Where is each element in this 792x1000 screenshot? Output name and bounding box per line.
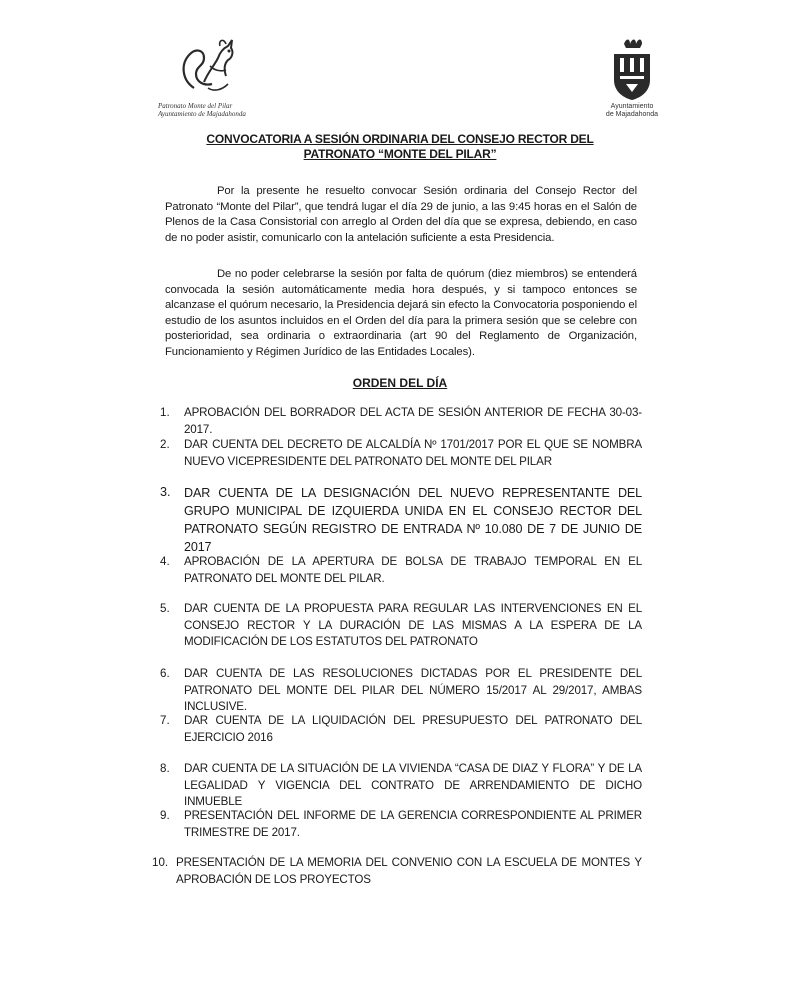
- agenda-item-text: APROBACIÓN DEL BORRADOR DEL ACTA DE SESIÓN ANTERIOR DE FECHA 30-03-2017.: [184, 406, 642, 436]
- agenda-item-number: 2.: [160, 438, 170, 451]
- agenda-item-text: DAR CUENTA DE LA DESIGNACIÓN DEL NUEVO REPRESENTANTE DEL GRUPO MUNICIPAL DE IZQUIERDA UNIDA EN EL CONSEJO RECTOR DEL PATRONATO SEGÚN REGISTRO DE ENTRADA Nº 10.080 DE 7 DE JUNIO DE 2017: [184, 486, 642, 554]
- agenda-item-number: 4.: [160, 555, 170, 568]
- agenda-item-text: PRESENTACIÓN DE LA MEMORIA DEL CONVENIO CON LA ESCUELA DE MONTES Y APROBACIÓN DE LOS PROYECTOS: [176, 856, 642, 886]
- agenda-item-number: 5.: [160, 602, 170, 615]
- patronato-logo: [158, 36, 268, 124]
- agenda-item-number: 9.: [160, 809, 170, 822]
- agenda-item-text: DAR CUENTA DEL DECRETO DE ALCALDÍA Nº 1701/2017 POR EL QUE SE NOMBRA NUEVO VICEPRESIDENTE DEL PATRONATO DEL MONTE DEL PILAR: [184, 438, 642, 468]
- agenda-heading: ORDEN DEL DÍA: [352, 376, 448, 390]
- agenda-item-number: 7.: [160, 714, 170, 727]
- patronato-caption-line2: Ayuntamiento de Majadahonda: [158, 110, 246, 118]
- agenda-item-number: 10.: [152, 856, 169, 869]
- ayuntamiento-shield-icon: [602, 36, 662, 102]
- convocation-paragraph: Por la presente he resuelto convocar Sesión ordinaria del Consejo Rector del Patronato “Monte del Pilar”, que tendrá lugar el día 29 de junio, a las 9:45 horas en el Salón de Plenos de la Casa Consistorial con arreglo al Orden del día que se expresa, debiendo, en caso de no poder asistir, comunicarlo con la antelación suficiente a esta Presidencia.: [165, 185, 637, 244]
- ayuntamiento-caption-line1: Ayuntamiento: [610, 103, 654, 110]
- ayuntamiento-caption-line2: de Majadahonda: [605, 111, 659, 118]
- agenda-item-number: 1.: [160, 406, 170, 419]
- agenda-item-number: 8.: [160, 762, 170, 775]
- ayuntamiento-logo: [592, 36, 672, 126]
- quorum-paragraph: De no poder celebrarse la sesión por falta de quórum (diez miembros) se entenderá convocada la sesión automáticamente media hora después, y si tampoco entonces se alcanzase el quórum necesario, la Presidencia dejará sin efecto la Convocatoria posponiendo el estudio de los asuntos incluidos en el Orden del día para la primera sesión que se celebre con posterioridad, sea ordinaria o extraordinaria (art 90 del Reglamento de Organización, Funcionamiento y Régimen Jurídico de las Entidades Locales).: [165, 268, 637, 358]
- agenda-item-text: DAR CUENTA DE LA LIQUIDACIÓN DEL PRESUPUESTO DEL PATRONATO DEL EJERCICIO 2016: [184, 714, 642, 744]
- agenda-item-number: 6.: [160, 667, 170, 680]
- title-line-1: CONVOCATORIA A SESIÓN ORDINARIA DEL CONSEJO RECTOR DEL: [206, 132, 594, 146]
- squirrel-emblem-icon: [174, 36, 244, 100]
- agenda-item-text: PRESENTACIÓN DEL INFORME DE LA GERENCIA CORRESPONDIENTE AL PRIMER TRIMESTRE DE 2017.: [184, 809, 642, 839]
- patronato-caption-line1: Patronato Monte del Pilar: [158, 102, 233, 110]
- agenda-item-text: DAR CUENTA DE LA SITUACIÓN DE LA VIVIENDA “CASA DE DIAZ Y FLORA” Y DE LA LEGALIDAD Y VIGENCIA DEL CONTRATO DE ARRENDAMIENTO DE DICHO INMUEBLE: [184, 762, 642, 808]
- agenda-item-text: DAR CUENTA DE LAS RESOLUCIONES DICTADAS POR EL PRESIDENTE DEL PATRONATO DEL MONTE DEL PILAR DEL NÚMERO 15/2017 AL 29/2017, AMBAS INCLUSIVE.: [184, 667, 642, 713]
- agenda-item-text: DAR CUENTA DE LA PROPUESTA PARA REGULAR LAS INTERVENCIONES EN EL CONSEJO RECTOR Y LA DURACIÓN DE LAS MISMAS A LA ESPERA DE LA MODIFICACIÓN DE LOS ESTATUTOS DEL PATRONATO: [184, 602, 642, 648]
- agenda-item-number: 3.: [160, 485, 171, 499]
- title-line-2: PATRONATO “MONTE DEL PILAR”: [303, 147, 497, 161]
- agenda-item-text: APROBACIÓN DE LA APERTURA DE BOLSA DE TRABAJO TEMPORAL EN EL PATRONATO DEL MONTE DEL PILAR.: [184, 555, 642, 585]
- document-title: [150, 132, 650, 162]
